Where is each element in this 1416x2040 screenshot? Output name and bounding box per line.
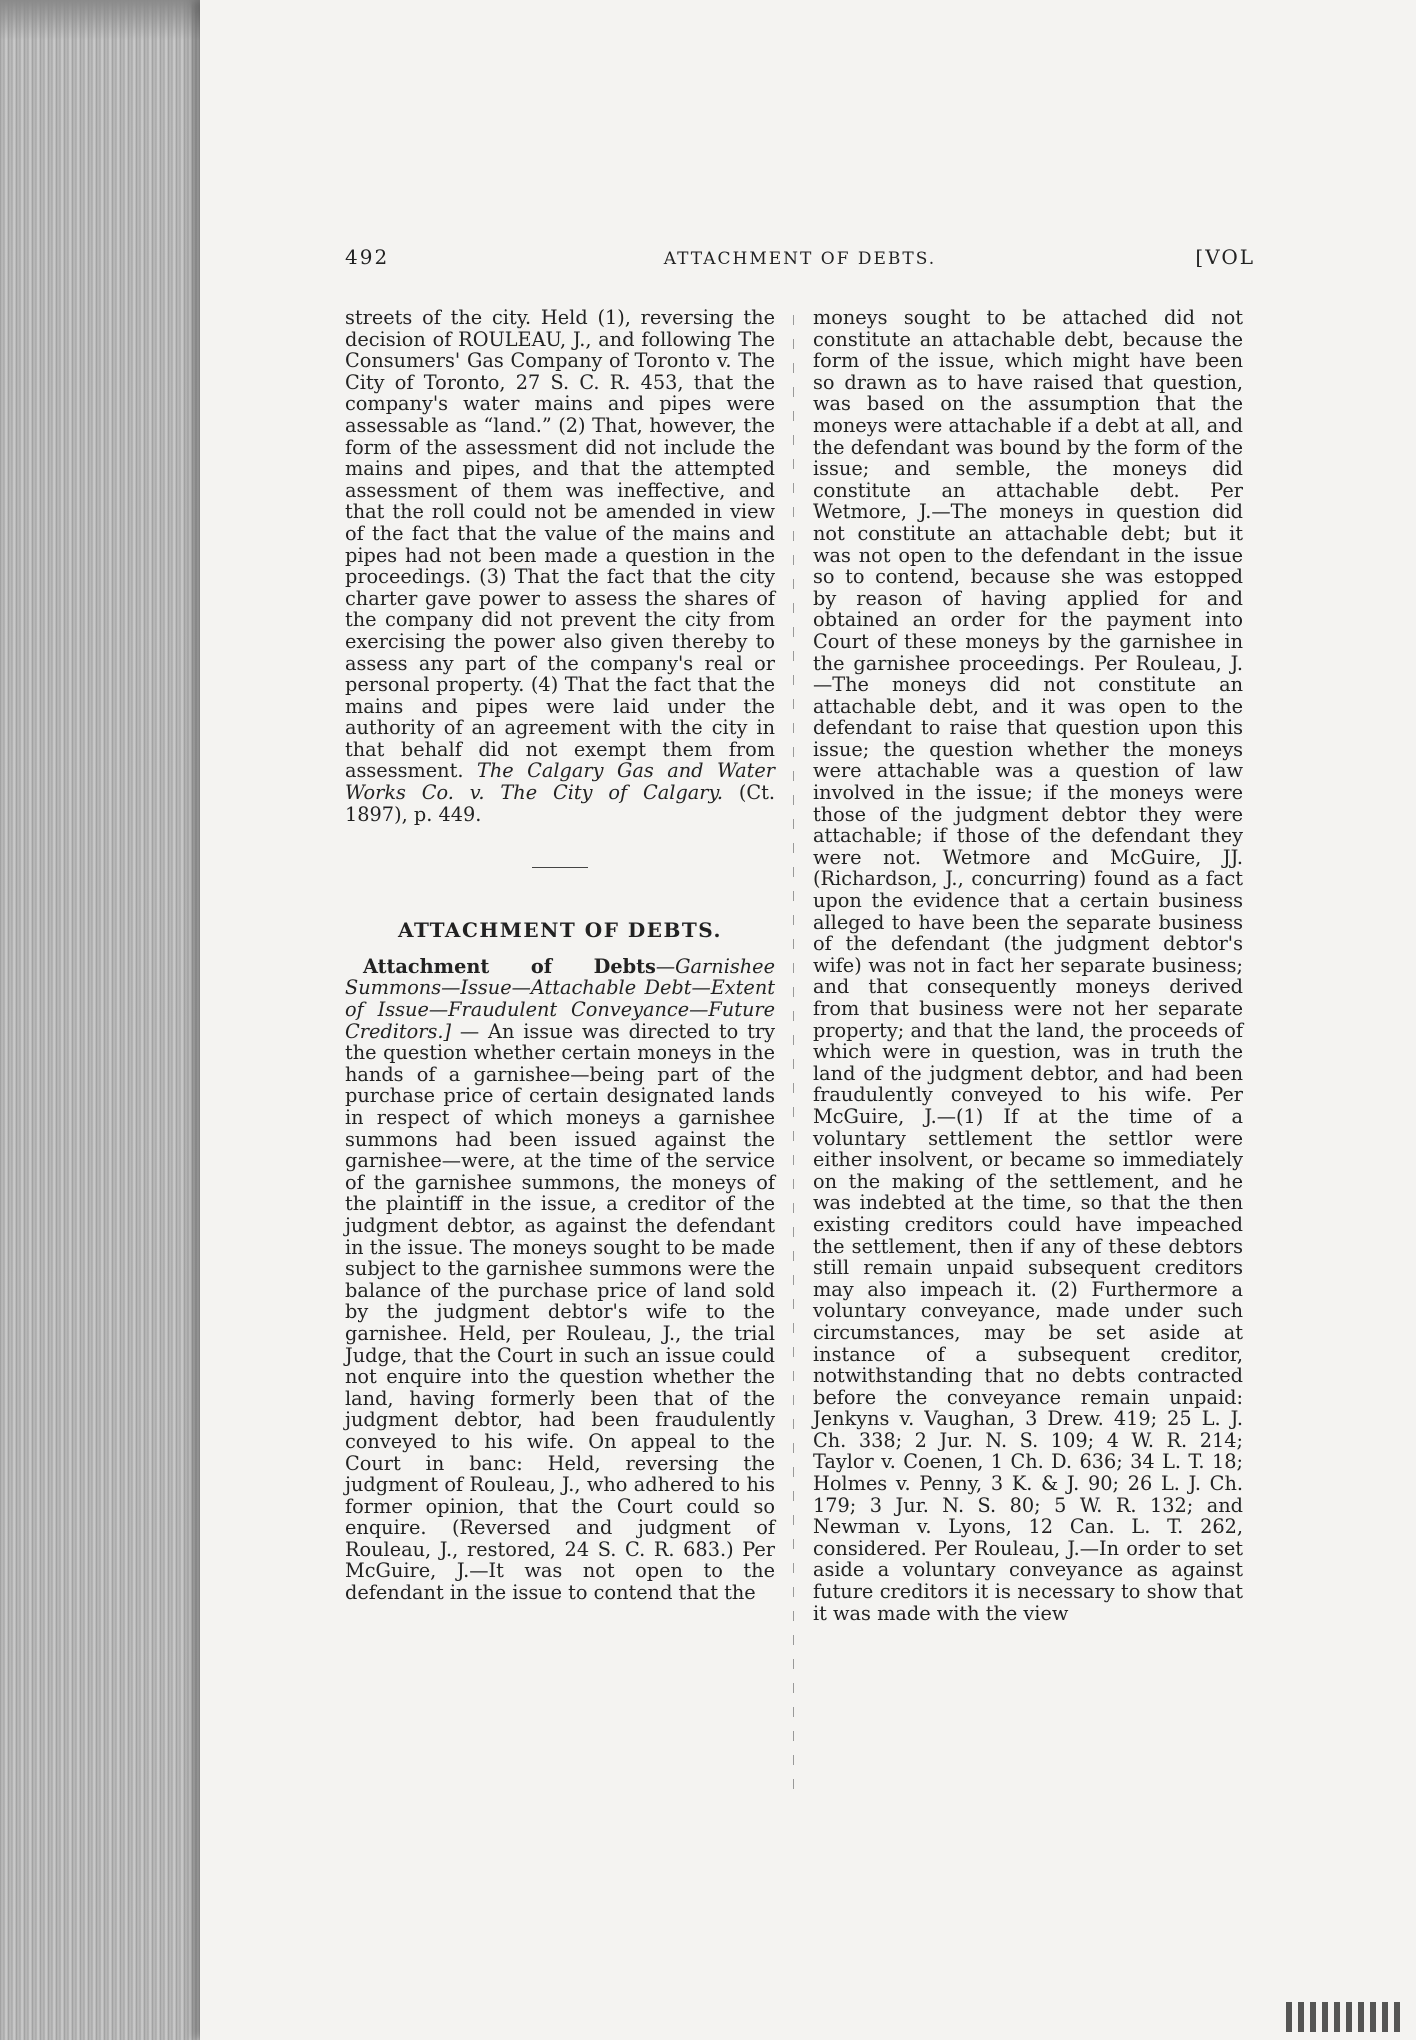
right-column-text: moneys sought to be attached did not constitute an attachable debt, because the form of the issue, which might have been so drawn as to have raised that question, was based on the assumption that the moneys were attachable if a debt at all, and the defendant was bound by the form of the issue; and semble, the moneys did constitute an attachable debt. Per Wetmore, J.—The moneys in question did not constitute an attachable debt; but it was not open to the defendant in the issue so to contend, because she was estopped by reason of having applied for and obtained an order for the payment into Court of these moneys by the garnishee in the garnishee proceedings. Per Rouleau, J.—The moneys did not constitute an attachable debt, and it was open to the defendant to raise that question upon this issue; the question whether the moneys were attachable was a question of law involved in the issue; if the moneys were those of the judgment debtor they were attachable; if those of the defendant they were not. Wetmore and McGuire, JJ. (Richardson, J., concurring) found as a fact upon the evidence that a certain business alleged to have been the separate business of the defendant (the judgment debtor's wife) was not in fact her separate business; and that consequently moneys derived from that business were not her separate property; and that the land, the proceeds of which were in question, was in truth the land of the judgment debtor, and had been fraudulently conveyed to his wife. Per McGuire, J.—(1) If at the time of a voluntary settlement the settlor were either insolvent, or became so immediately on the making of the settlement, and he was indebted at the time, so that the then existing creditors could have impeached the settlement, then if any of these debtors still remain unpaid subsequent creditors may also impeach it. (2) Furthermore a voluntary conveyance, made under such circumstances, may be set aside at instance of a subsequent creditor, notwithstanding that no debts contracted before the conveyance remain unpaid: Jenkyns v. Vaughan, 3 Drew. 419; 25 L. J. Ch. 338; 2 Jur. N. S. 109; 4 W. R. 214; Taylor v. Coenen, 1 Ch. D. 636; 34 L. T. 18; Holmes v. Penny, 3 K. & J. 90; 26 L. J. Ch. 179; 3 Jur. N. S. 80; 5 W. R. 132; and Newman v. Lyons, 12 Can. L. T. 262, considered. Per Rouleau, J.—In order to set aside a voluntary conveyance as against future creditors it is necessary to show that it was made with the view [813,306,1243,1625]
entry-heading: Attachment of Debts [363,954,656,978]
page-content [345,245,1255,1845]
page-number: 492 [345,245,390,269]
column-gutter-rule [793,315,794,1795]
scan-edge-artifact [1286,2002,1406,2032]
entry-text: — An issue was directed to try the question whether certain moneys in the hands of a garnishee—being part of the purchase price of certain designated lands in respect of which moneys a garnishee summons had been issued against the garnishee—were, at the time of the service of the garnishee summons, the moneys of the plaintiff in the issue, a creditor of the judgment debtor, as against the defendant in the issue. The moneys sought to be made subject to the garnishee summons were the balance of the purchase price of land sold by the judgment debtor's wife to the garnishee. Held, per Rouleau, J., the trial Judge, that the Court in such an issue could not enquire into the question whether the land, having formerly been that of the judgment debtor, had been fraudulently conveyed to his wife. On appeal to the Court in banc: Held, reversing the judgment of Rouleau, J., who adhered to his former opinion, that the Court could so enquire. (Reversed and judgment of Rouleau, J., restored, 24 S. C. R. 683.) Per McGuire, J.—It was not open to the defendant in the issue to contend that the [345,1019,775,1605]
section-title: ATTACHMENT OF DEBTS. [398,918,722,943]
entry-subheading: —Garnishee Summons—Issue—Attachable Debt—Extent of Issue—Fraudulent Conveyance—Future Creditors.] [345,954,775,1043]
running-head [345,245,1255,275]
running-title: ATTACHMENT OF DEBTS. [663,249,937,269]
case-citation: The Calgary Gas and Water Works Co. v. The City of Calgary. [345,759,775,805]
case-court: (Ct. 1897), p. 449. [345,781,775,826]
volume-mark: [VOL [1195,245,1255,269]
book-page-edges [0,0,215,2040]
right-column [813,307,1243,1624]
carryover-text: streets of the city. Held (1), reversing the decision of ROULEAU, J., and following The Consumers' Gas Company of Toronto v. The City of Toronto, 27 S. C. R. 453, that the company's water mains and pipes were assessable as “land.” (2) That, however, the form of the assessment did not include the mains and pipes, and that the attempted assessment of them was ineffective, and that the roll could not be amended in view of the fact that the value of the mains and pipes had not been made a question in the proceedings. (3) That the fact that the city charter gave power to assess the shares of the company did not prevent the city from exercising the power also given thereby to assess any part of the company's real or personal property. (4) That the fact that the mains and pipes were laid under the authority of an agreement with the city in that behalf did not exempt them from assessment. [345,306,775,783]
book-page [200,0,1416,2040]
section-divider [532,867,588,868]
entry-paragraph [345,956,775,1604]
carryover-paragraph [345,307,775,825]
left-column [345,307,775,1604]
